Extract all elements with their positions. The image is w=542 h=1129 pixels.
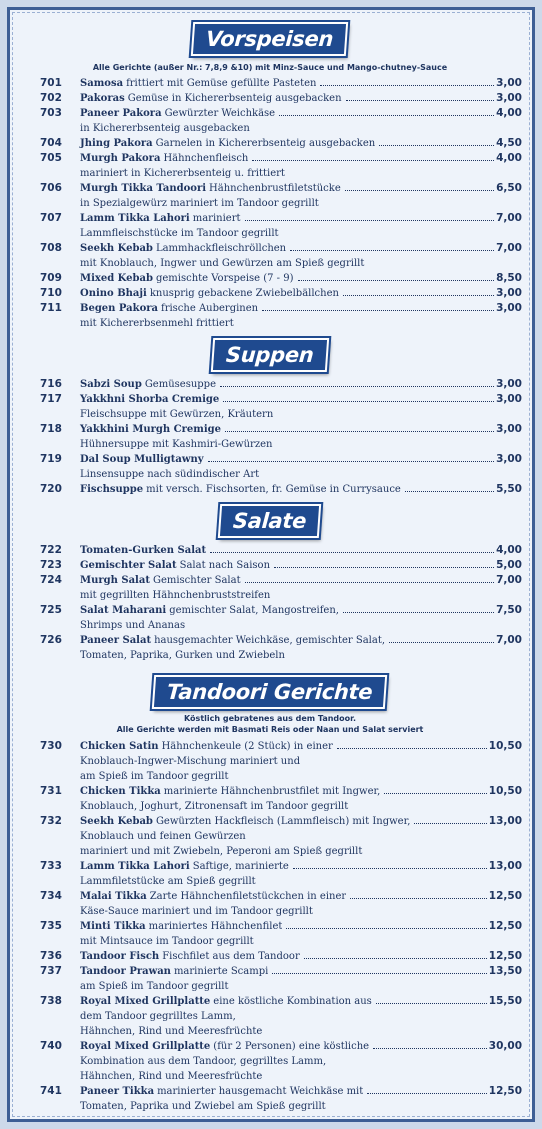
- item-price: 7,00: [496, 634, 522, 646]
- item-body: [80, 994, 522, 1039]
- item-description: Gewürzten Hackfleisch (Lammfleisch) mit Ingwer,: [155, 816, 411, 827]
- item-price: 13,50: [488, 965, 522, 977]
- item-name: Dal Soup Mulligtawny: [80, 454, 204, 465]
- item-price: 5,50: [496, 483, 522, 495]
- dot-leader: [346, 100, 495, 101]
- item-name: Jhing Pakora: [80, 138, 153, 149]
- item-price: 4,00: [496, 544, 522, 556]
- item-price: 30,00: [488, 1040, 522, 1052]
- item-body: [80, 286, 522, 301]
- item-name: Salat Maharani: [80, 605, 167, 616]
- item-description-continued: mit Mintsauce im Tandoor gegrillt: [80, 936, 254, 947]
- item-name: Royal Mixed Grillplatte: [80, 996, 211, 1007]
- item-line: [80, 558, 522, 573]
- item-line: [80, 136, 522, 151]
- item-name: Mixed Kebab: [80, 273, 153, 284]
- item-price: 15,50: [488, 995, 522, 1007]
- item-number: 703: [40, 107, 62, 119]
- section-suppen: [18, 338, 522, 372]
- item-description: Hähnchenfleisch: [163, 153, 249, 164]
- item-name: Malai Tikka: [80, 891, 147, 902]
- item-description-continued: mariniert und mit Zwiebeln, Peperoni am Spieß gegrillt: [80, 846, 363, 857]
- dot-leader: [290, 250, 494, 251]
- item-body: [80, 739, 522, 784]
- item-description: hausgemachter Weichkäse, gemischter Salat,: [154, 635, 386, 646]
- item-name: Royal Mixed Grillplatte: [80, 1041, 211, 1052]
- item-description: Gemüse in Kichererbsenteig ausgebacken: [127, 93, 342, 104]
- menu-item: [18, 949, 522, 964]
- salate-list: [18, 543, 522, 663]
- dot-leader: [350, 898, 487, 899]
- item-name: Murgh Tikka Tandoori: [80, 183, 207, 194]
- item-line: [80, 422, 522, 437]
- item-line: [80, 784, 522, 799]
- dot-leader: [223, 401, 494, 402]
- dot-leader: [376, 1003, 487, 1004]
- section-title-suppen: Suppen: [211, 338, 329, 372]
- menu-item: [18, 1084, 522, 1114]
- item-line: [80, 964, 522, 979]
- item-body: [80, 573, 522, 603]
- menu-item: [18, 271, 522, 286]
- item-price: 13,00: [488, 860, 522, 872]
- item-price: 6,50: [496, 182, 522, 194]
- dot-leader: [367, 1093, 487, 1094]
- item-number: 706: [40, 182, 62, 194]
- menu-item: [18, 889, 522, 919]
- menu-item: [18, 543, 522, 558]
- item-description-continued: Hähnchen, Rind und Meeresfrüchte: [80, 1071, 263, 1082]
- item-description-continued: in Kichererbsenteig ausgebacken: [80, 123, 250, 134]
- item-name: Tandoor Fisch: [80, 951, 160, 962]
- item-body: [80, 76, 522, 91]
- item-line: [80, 603, 522, 618]
- dot-leader: [293, 868, 487, 869]
- item-body: [80, 1039, 522, 1084]
- item-number: 711: [40, 302, 62, 314]
- item-description-continued: Hühnersuppe mit Kashmiri-Gewürzen: [80, 439, 273, 450]
- item-price: 5,00: [496, 559, 522, 571]
- item-price: 4,00: [496, 152, 522, 164]
- item-number: 732: [40, 815, 62, 827]
- item-name: Fischsuppe: [80, 484, 144, 495]
- item-line: [80, 452, 522, 467]
- item-description: Salat nach Saison: [179, 560, 271, 571]
- dot-leader: [337, 748, 487, 749]
- item-number: 726: [40, 634, 62, 646]
- item-number: 708: [40, 242, 62, 254]
- item-name: Yakkhini Murgh Cremige: [80, 424, 221, 435]
- item-description: (für 2 Personen) eine köstliche: [213, 1041, 370, 1052]
- item-description-continued: Knoblauch, Joghurt, Zitronensaft im Tandoor gegrillt: [80, 801, 349, 812]
- item-description-continued: mit gegrillten Hähnchenbruststreifen: [80, 590, 271, 601]
- item-description-continued: Lammfiletstücke am Spieß gegrillt: [80, 876, 256, 887]
- item-number: 717: [40, 393, 62, 405]
- item-number: 738: [40, 995, 62, 1007]
- dot-leader: [220, 386, 494, 387]
- menu-item: [18, 452, 522, 482]
- item-price: 7,00: [496, 242, 522, 254]
- item-body: [80, 181, 522, 211]
- dot-leader: [373, 1048, 487, 1049]
- item-number: 730: [40, 740, 62, 752]
- menu-item: [18, 301, 522, 331]
- menu-item: [18, 91, 522, 106]
- item-description: frittiert mit Gemüse gefüllte Pasteten: [126, 78, 317, 89]
- section-salate: [18, 504, 522, 538]
- item-price: 7,00: [496, 574, 522, 586]
- item-price: 3,00: [496, 393, 522, 405]
- dot-leader: [286, 928, 486, 929]
- item-body: [80, 1084, 522, 1114]
- item-line: [80, 1084, 522, 1099]
- item-description-continued: mit Kichererbsenmehl frittiert: [80, 318, 234, 329]
- item-line: [80, 482, 522, 497]
- menu-item: [18, 241, 522, 271]
- item-line: [80, 994, 522, 1009]
- item-name: Chicken Satin: [80, 741, 159, 752]
- dot-leader: [298, 280, 495, 281]
- item-line: [80, 739, 522, 754]
- item-description: mariniertes Hähnchenfilet: [148, 921, 283, 932]
- item-price: 4,50: [496, 137, 522, 149]
- item-line: [80, 211, 522, 226]
- item-body: [80, 106, 522, 136]
- item-price: 13,00: [488, 815, 522, 827]
- item-price: 4,00: [496, 107, 522, 119]
- item-number: 722: [40, 544, 62, 556]
- dot-leader: [345, 190, 494, 191]
- dot-leader: [343, 295, 494, 296]
- item-description-continued: Knoblauch-Ingwer-Mischung mariniert und: [80, 756, 301, 767]
- item-price: 7,50: [496, 604, 522, 616]
- item-line: [80, 919, 522, 934]
- item-description: marinierter hausgemacht Weichkäse mit: [157, 1086, 364, 1097]
- item-number: 723: [40, 559, 62, 571]
- item-description: Saftige, marinierte: [192, 861, 289, 872]
- section-subtitle-tandoori-1: Köstlich gebratenes aus dem Tandoor.: [184, 714, 356, 723]
- item-description-continued: Linsensuppe nach südindischer Art: [80, 469, 260, 480]
- item-price: 7,00: [496, 212, 522, 224]
- item-description-continued: Kombination aus dem Tandoor, gegrilltes Lamm,: [80, 1056, 327, 1067]
- item-number: 701: [40, 77, 62, 89]
- item-description: knusprig gebackene Zwiebelbällchen: [149, 288, 339, 299]
- dot-leader: [274, 567, 494, 568]
- item-name: Onino Bhaji: [80, 288, 147, 299]
- section-tandoori: [18, 675, 522, 709]
- item-price: 3,00: [496, 423, 522, 435]
- item-number: 718: [40, 423, 62, 435]
- item-body: [80, 543, 522, 558]
- item-name: Paneer Pakora: [80, 108, 162, 119]
- item-description-continued: in Spezialgewürz mariniert im Tandoor gegrillt: [80, 198, 319, 209]
- item-line: [80, 91, 522, 106]
- item-body: [80, 136, 522, 151]
- menu-item: [18, 859, 522, 889]
- menu-item: [18, 739, 522, 784]
- item-line: [80, 377, 522, 392]
- menu-item: [18, 211, 522, 241]
- menu-item: [18, 633, 522, 663]
- item-description-continued: Tomaten, Paprika, Gurken und Zwiebeln: [80, 650, 285, 661]
- item-description: Hähnchenkeule (2 Stück) in einer: [161, 741, 333, 752]
- item-name: Tandoor Prawan: [80, 966, 171, 977]
- dot-leader: [245, 220, 495, 221]
- dot-leader: [225, 431, 494, 432]
- item-description: Hähnchenbrustfiletstücke: [209, 183, 341, 194]
- item-body: [80, 301, 522, 331]
- item-description-continued: Lammfleischstücke im Tandoor gegrillt: [80, 228, 279, 239]
- dot-leader: [262, 310, 494, 311]
- item-name: Samosa: [80, 78, 124, 89]
- item-line: [80, 1039, 522, 1054]
- item-name: Seekh Kebab: [80, 816, 153, 827]
- item-number: 720: [40, 483, 62, 495]
- dot-leader: [279, 115, 494, 116]
- item-number: 731: [40, 785, 62, 797]
- item-line: [80, 949, 522, 964]
- item-number: 707: [40, 212, 62, 224]
- item-line: [80, 392, 522, 407]
- item-name: Pakoras: [80, 93, 125, 104]
- dot-leader: [208, 461, 494, 462]
- item-price: 3,00: [496, 77, 522, 89]
- item-body: [80, 151, 522, 181]
- item-price: 3,00: [496, 92, 522, 104]
- item-description: marinierte Hähnchenbrustfilet mit Ingwer,: [163, 786, 381, 797]
- item-body: [80, 558, 522, 573]
- menu-item: [18, 392, 522, 422]
- section-subtitle-vorspeisen: Alle Gerichte (außer Nr.: 7,8,9 &10) mit Minz-Sauce und Mango-chutney-Sauce: [92, 63, 448, 72]
- item-description: Lammhackfleischröllchen: [155, 243, 287, 254]
- item-number: 724: [40, 574, 62, 586]
- item-description: Gemischter Salat: [152, 575, 241, 586]
- item-name: Tomaten-Gurken Salat: [80, 545, 207, 556]
- item-description-continued: Shrimps und Ananas: [80, 620, 186, 631]
- item-number: 702: [40, 92, 62, 104]
- menu-item: [18, 603, 522, 633]
- item-name: Sabzi Soup: [80, 379, 142, 390]
- dot-leader: [389, 642, 494, 643]
- item-line: [80, 106, 522, 121]
- item-description: gemischte Vorspeise (7 - 9): [155, 273, 294, 284]
- menu-item: [18, 964, 522, 994]
- menu-border: [7, 7, 535, 1122]
- menu-item: [18, 919, 522, 949]
- menu-item: [18, 181, 522, 211]
- item-name: Paneer Salat: [80, 635, 152, 646]
- menu-item: [18, 286, 522, 301]
- item-body: [80, 422, 522, 452]
- item-description-continued: dem Tandoor gegrilltes Lamm,: [80, 1011, 236, 1022]
- item-description-continued: mit Knoblauch, Ingwer und Gewürzen am Spieß gegrillt: [80, 258, 365, 269]
- item-description: Fischfilet aus dem Tandoor: [162, 951, 300, 962]
- item-line: [80, 241, 522, 256]
- item-body: [80, 392, 522, 422]
- item-body: [80, 452, 522, 482]
- item-number: 733: [40, 860, 62, 872]
- menu-item: [18, 814, 522, 859]
- item-body: [80, 784, 522, 814]
- item-name: Lamm Tikka Lahori: [80, 861, 190, 872]
- menu-item: [18, 136, 522, 151]
- dot-leader: [252, 160, 494, 161]
- item-body: [80, 949, 522, 964]
- dot-leader: [379, 145, 494, 146]
- item-number: 709: [40, 272, 62, 284]
- item-description-continued: Käse-Sauce mariniert und im Tandoor gegrillt: [80, 906, 313, 917]
- item-description: mit versch. Fischsorten, fr. Gemüse in Currysauce: [146, 484, 401, 495]
- item-body: [80, 919, 522, 949]
- menu-item: [18, 573, 522, 603]
- item-description: gemischter Salat, Mangostreifen,: [169, 605, 339, 616]
- item-name: Chicken Tikka: [80, 786, 161, 797]
- item-line: [80, 76, 522, 91]
- item-name: Minti Tikka: [80, 921, 146, 932]
- dot-leader: [272, 973, 486, 974]
- item-description: frische Auberginen: [161, 303, 259, 314]
- menu-item: [18, 558, 522, 573]
- item-body: [80, 482, 522, 497]
- suppen-list: [18, 377, 522, 497]
- item-number: 725: [40, 604, 62, 616]
- item-price: 12,50: [488, 920, 522, 932]
- item-body: [80, 889, 522, 919]
- item-body: [80, 814, 522, 859]
- menu-item: [18, 106, 522, 136]
- item-body: [80, 271, 522, 286]
- item-price: 8,50: [496, 272, 522, 284]
- dot-leader: [414, 823, 486, 824]
- item-line: [80, 573, 522, 588]
- item-line: [80, 271, 522, 286]
- dot-leader: [405, 491, 494, 492]
- item-price: 3,00: [496, 378, 522, 390]
- item-description-continued: Tomaten, Paprika und Zwiebel am Spieß gegrillt: [80, 1101, 326, 1112]
- item-description: Garnelen in Kichererbsenteig ausgebacken: [155, 138, 376, 149]
- section-title-tandoori: Tandoori Gerichte: [152, 675, 388, 709]
- item-body: [80, 91, 522, 106]
- dot-leader: [304, 958, 487, 959]
- item-description: mariniert: [192, 213, 241, 224]
- item-number: 736: [40, 950, 62, 962]
- item-line: [80, 889, 522, 904]
- item-number: 704: [40, 137, 62, 149]
- item-body: [80, 241, 522, 271]
- item-name: Lamm Tikka Lahori: [80, 213, 190, 224]
- section-vorspeisen: [18, 22, 522, 56]
- vorspeisen-list: [18, 76, 522, 331]
- item-description: Gewürzter Weichkäse: [164, 108, 276, 119]
- item-description-continued: am Spieß im Tandoor gegrillt: [80, 771, 229, 782]
- item-description: eine köstliche Kombination aus: [213, 996, 372, 1007]
- item-description-continued: mariniert in Kichererbsenteig u. frittiert: [80, 168, 285, 179]
- menu-item: [18, 1039, 522, 1084]
- item-number: 741: [40, 1085, 62, 1097]
- item-name: Paneer Tikka: [80, 1086, 155, 1097]
- dot-leader: [384, 793, 486, 794]
- item-name: Seekh Kebab: [80, 243, 153, 254]
- item-body: [80, 964, 522, 994]
- item-price: 12,50: [488, 950, 522, 962]
- item-line: [80, 814, 522, 829]
- item-body: [80, 377, 522, 392]
- section-subtitle-tandoori-2: Alle Gerichte werden mit Basmati Reis oder Naan und Salat serviert: [116, 725, 424, 734]
- item-description-continued: Hähnchen, Rind und Meeresfrüchte: [80, 1026, 263, 1037]
- menu-item: [18, 784, 522, 814]
- item-line: [80, 181, 522, 196]
- item-description: Zarte Hähnchenfiletstückchen in einer: [149, 891, 347, 902]
- menu-item: [18, 422, 522, 452]
- item-number: 719: [40, 453, 62, 465]
- dot-leader: [210, 552, 494, 553]
- item-description-continued: Knoblauch und feinen Gewürzen: [80, 831, 246, 842]
- menu-item: [18, 76, 522, 91]
- menu-item: [18, 482, 522, 497]
- item-name: Murgh Salat: [80, 575, 150, 586]
- dot-leader: [320, 85, 494, 86]
- item-number: 710: [40, 287, 62, 299]
- item-number: 737: [40, 965, 62, 977]
- item-name: Murgh Pakora: [80, 153, 161, 164]
- item-name: Gemischter Salat: [80, 560, 177, 571]
- item-number: 734: [40, 890, 62, 902]
- item-number: 705: [40, 152, 62, 164]
- item-description-continued: am Spieß im Tandoor gegrillt: [80, 981, 229, 992]
- item-description-continued: Fleischsuppe mit Gewürzen, Kräutern: [80, 409, 274, 420]
- item-number: 735: [40, 920, 62, 932]
- section-title-salate: Salate: [218, 504, 322, 538]
- item-price: 12,50: [488, 890, 522, 902]
- tandoori-list: [18, 739, 522, 1114]
- menu-item: [18, 151, 522, 181]
- dot-leader: [343, 612, 494, 613]
- item-price: 3,00: [496, 287, 522, 299]
- item-price: 12,50: [488, 1085, 522, 1097]
- item-description: marinierte Scampi: [173, 966, 269, 977]
- item-line: [80, 151, 522, 166]
- item-line: [80, 633, 522, 648]
- item-description: Gemüsesuppe: [144, 379, 216, 390]
- dot-leader: [245, 582, 494, 583]
- menu-item: [18, 377, 522, 392]
- item-price: 3,00: [496, 302, 522, 314]
- item-body: [80, 603, 522, 633]
- item-body: [80, 211, 522, 241]
- item-line: [80, 543, 522, 558]
- item-line: [80, 301, 522, 316]
- item-line: [80, 859, 522, 874]
- item-body: [80, 633, 522, 663]
- item-price: 10,50: [488, 785, 522, 797]
- item-name: Yakkhni Shorba Cremige: [80, 394, 220, 405]
- menu-item: [18, 994, 522, 1039]
- item-name: Begen Pakora: [80, 303, 158, 314]
- item-number: 716: [40, 378, 62, 390]
- item-price: 3,00: [496, 453, 522, 465]
- item-line: [80, 286, 522, 301]
- item-price: 10,50: [488, 740, 522, 752]
- item-body: [80, 859, 522, 889]
- item-number: 740: [40, 1040, 62, 1052]
- section-title-vorspeisen: Vorspeisen: [191, 22, 349, 56]
